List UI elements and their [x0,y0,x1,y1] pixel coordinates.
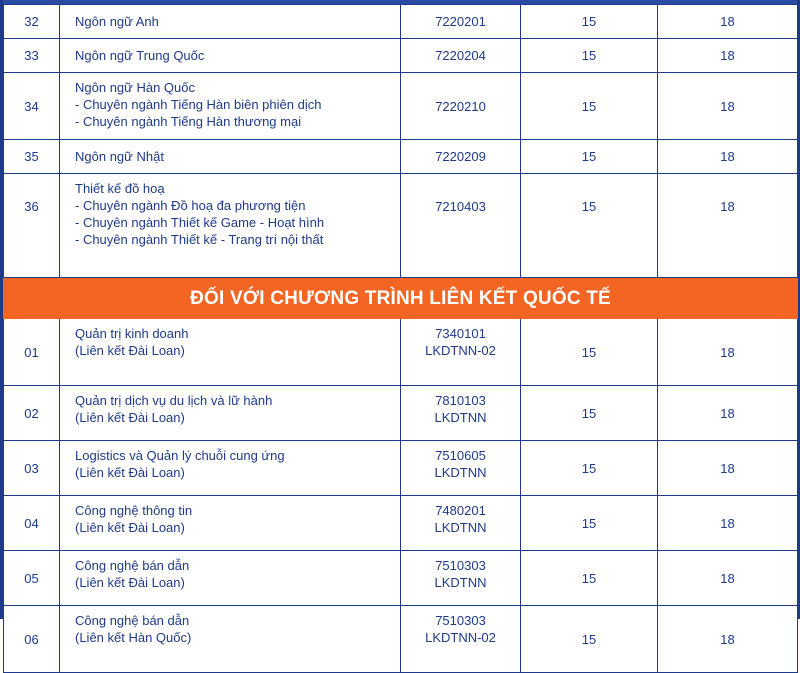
row-index: 04 [4,496,60,551]
major-name-line: Quản trị dịch vụ du lịch và lữ hành [75,393,273,408]
table-row [4,606,798,673]
score-col-4: 15 [521,140,658,174]
score-col-4: 15 [521,496,658,551]
major-name [60,551,401,606]
score-col-5: 18 [658,441,798,496]
row-index: 01 [4,319,60,386]
major-code [401,5,521,39]
table-row [4,39,798,73]
major-name-line: Công nghệ thông tin [75,503,193,518]
major-name [60,73,401,140]
table-row [4,319,798,386]
score-col-5: 18 [658,5,798,39]
row-index: 32 [4,5,60,39]
major-name-line: Công nghệ bán dẫn [75,558,190,573]
score-col-5: 18 [658,73,798,140]
major-name-line: - Chuyên ngành Tiếng Hàn biên phiên dịch [75,97,322,112]
major-name [60,606,401,673]
major-code-line: LKDTNN-02 [425,343,496,358]
score-col-4: 15 [521,5,658,39]
major-name-line: - Chuyên ngành Thiết kế - Trang trí nội thất [75,232,324,247]
table-row [4,5,798,39]
major-name [60,174,401,278]
major-code-line: LKDTNN [434,520,487,535]
major-name [60,140,401,174]
major-code [401,140,521,174]
major-code [401,319,521,386]
major-code [401,386,521,441]
section-header-row [4,278,798,319]
major-code [401,73,521,140]
table-row [4,386,798,441]
major-name-line: Thiết kế đồ hoạ [75,181,165,196]
major-code [401,441,521,496]
score-col-4: 15 [521,319,658,386]
major-code-line: 7510605 [435,448,486,463]
major-code [401,496,521,551]
score-col-5: 18 [658,551,798,606]
table-row [4,551,798,606]
major-code-line: 7480201 [435,503,486,518]
major-name-line: (Liên kết Đài Loan) [75,343,185,358]
row-index: 02 [4,386,60,441]
score-col-5: 18 [658,39,798,73]
major-name-line: - Chuyên ngành Tiếng Hàn thương mại [75,114,302,129]
row-index: 33 [4,39,60,73]
major-code-line: 7220209 [435,149,486,164]
score-col-5: 18 [658,174,798,278]
major-code [401,39,521,73]
major-name-line: Ngôn ngữ Trung Quốc [75,48,205,63]
admission-score-table [3,4,798,673]
score-col-4: 15 [521,551,658,606]
major-name-line: (Liên kết Đài Loan) [75,520,185,535]
score-col-4: 15 [521,606,658,673]
score-col-4: 15 [521,174,658,278]
score-col-4: 15 [521,73,658,140]
major-name [60,441,401,496]
major-name-line: (Liên kết Đài Loan) [75,410,185,425]
major-code-line: LKDTNN-02 [425,630,496,645]
major-name-line: (Liên kết Hàn Quốc) [75,630,192,645]
major-code-line: 7210403 [435,199,486,214]
score-col-5: 18 [658,496,798,551]
major-name [60,5,401,39]
major-code [401,606,521,673]
major-name [60,386,401,441]
major-name-line: Quản trị kinh doanh [75,326,189,341]
row-index: 03 [4,441,60,496]
major-name-line: - Chuyên ngành Đồ hoạ đa phương tiện [75,198,306,213]
row-index: 06 [4,606,60,673]
score-col-5: 18 [658,386,798,441]
table-row [4,174,798,278]
major-name [60,496,401,551]
major-code-line: LKDTNN [434,465,487,480]
score-col-5: 18 [658,606,798,673]
major-name-line: Công nghệ bán dẫn [75,613,190,628]
section-title: ĐỐI VỚI CHƯƠNG TRÌNH LIÊN KẾT QUỐC TẾ [4,278,798,319]
row-index: 34 [4,73,60,140]
table-row [4,73,798,140]
score-col-4: 15 [521,441,658,496]
major-name-line: - Chuyên ngành Thiết kế Game - Hoạt hình [75,215,325,230]
major-code-line: LKDTNN [434,575,487,590]
major-name [60,39,401,73]
major-name-line: Logistics và Quản lý chuỗi cung ứng [75,448,285,463]
major-name-line: (Liên kết Đài Loan) [75,465,185,480]
major-name-line: (Liên kết Đài Loan) [75,575,185,590]
major-code-line: 7510303 [435,558,486,573]
major-code-line: 7220210 [435,98,486,114]
row-index: 05 [4,551,60,606]
major-name-line: Ngôn ngữ Anh [75,14,159,29]
major-name-line: Ngôn ngữ Nhật [75,149,164,164]
major-code [401,551,521,606]
major-code-line: 7340101 [435,326,486,341]
major-code-line: 7810103 [435,393,486,408]
score-col-4: 15 [521,386,658,441]
major-code-line: 7510303 [435,613,486,628]
major-code-line: LKDTNN [434,410,487,425]
major-code-line: 7220201 [435,14,486,29]
major-code [401,174,521,278]
row-index: 36 [4,174,60,278]
score-col-4: 15 [521,39,658,73]
table-row [4,441,798,496]
row-index: 35 [4,140,60,174]
score-col-5: 18 [658,319,798,386]
table-row [4,496,798,551]
major-name [60,319,401,386]
major-code-line: 7220204 [435,48,486,63]
major-name-line: Ngôn ngữ Hàn Quốc [75,80,195,95]
table-row [4,140,798,174]
score-col-5: 18 [658,140,798,174]
